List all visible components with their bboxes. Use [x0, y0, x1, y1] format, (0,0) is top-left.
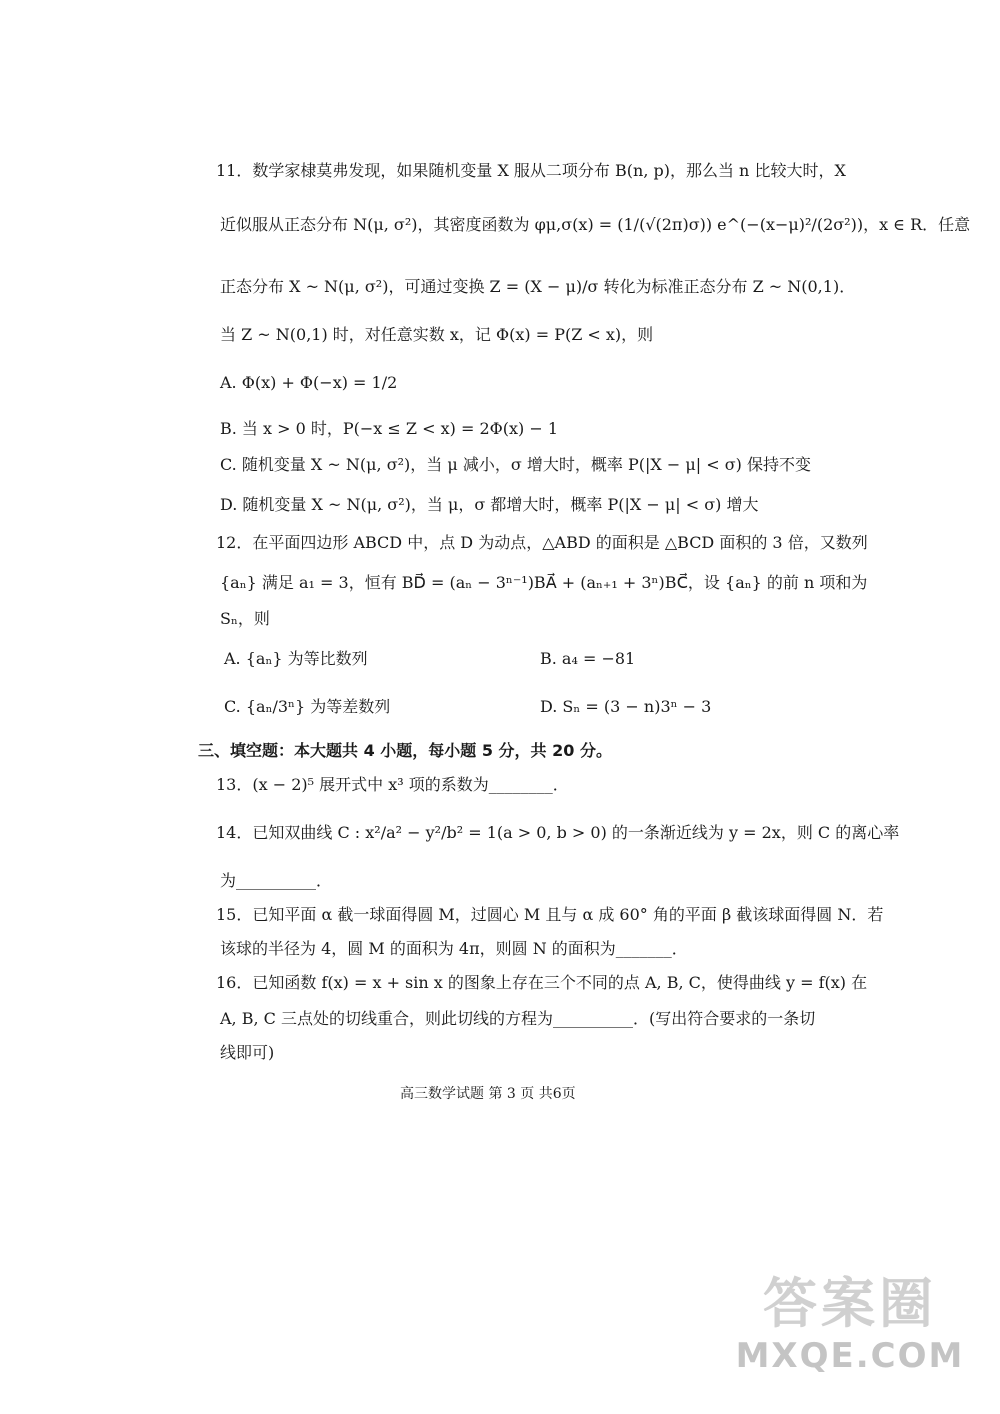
- q13-line: 13．(x − 2)⁵ 展开式中 x³ 项的系数为________．: [216, 775, 569, 794]
- q14-line-1: 14．已知双曲线 C : x²/a² − y²/b² = 1(a > 0, b > 0) 的一条渐近线为 y = 2x，则 C 的离心率: [216, 823, 900, 842]
- q12-option-a: A. {aₙ} 为等比数列: [224, 649, 368, 668]
- page-footer: 高三数学试题 第 3 页 共6页: [400, 1086, 576, 1102]
- q15-line-2: 该球的半径为 4，圆 M 的面积为 4π，则圆 N 的面积为_______．: [220, 939, 688, 958]
- q12-line-1: 12．在平面四边形 ABCD 中，点 D 为动点，△ABD 的面积是 △BCD 面积的 3 倍，又数列: [216, 533, 868, 552]
- q11-line-1: 11．数学家棣莫弗发现，如果随机变量 X 服从二项分布 B(n, p)，那么当 n 比较大时，X: [216, 161, 846, 180]
- q12-line-3: Sₙ，则: [220, 609, 270, 628]
- q12-option-d: D. Sₙ = (3 − n)3ⁿ − 3: [540, 697, 712, 716]
- q11-line-4: 当 Z ~ N(0,1) 时，对任意实数 x，记 Φ(x) = P(Z < x)，则: [220, 325, 654, 344]
- q12-option-c: C. {aₙ/3ⁿ} 为等差数列: [224, 697, 391, 716]
- q11-option-d: D. 随机变量 X ~ N(μ, σ²)，当 μ，σ 都增大时，概率 P(|X − μ| < σ) 增大: [220, 495, 759, 514]
- q16-line-2: A, B, C 三点处的切线重合，则此切线的方程为__________．(写出符合要求的一条切: [220, 1009, 816, 1028]
- q11-line-3: 正态分布 X ~ N(μ, σ²)，可通过变换 Z = (X − μ)/σ 转化为标准正态分布 Z ~ N(0,1)．: [220, 277, 856, 296]
- q14-line-2: 为__________．: [220, 871, 333, 890]
- q11-option-b: B. 当 x > 0 时，P(−x ≤ Z < x) = 2Φ(x) − 1: [220, 419, 559, 438]
- q12-option-b: B. a₄ = −81: [540, 649, 636, 668]
- q11-line-2: 近似服从正态分布 N(μ, σ²)，其密度函数为 φμ,σ(x) = (1/(√(2π)σ)) e^(−(x−μ)²/(2σ²))，x ∈ R．任意: [220, 215, 971, 234]
- section-3-heading: 三、填空题：本大题共 4 小题，每小题 5 分，共 20 分。: [198, 741, 612, 760]
- q16-line-1: 16．已知函数 f(x) = x + sin x 的图象上存在三个不同的点 A, B, C，使得曲线 y = f(x) 在: [216, 973, 868, 992]
- q15-line-1: 15．已知平面 α 截一球面得圆 M，过圆心 M 且与 α 成 60° 角的平面 β 截该球面得圆 N．若: [216, 905, 884, 924]
- q12-line-2: {aₙ} 满足 a₁ = 3，恒有 BD⃗ = (aₙ − 3ⁿ⁻¹)BA⃗ + (aₙ₊₁ + 3ⁿ)BC⃗，设 {aₙ} 的前 n 项和为: [220, 573, 868, 592]
- watermark-en: MXQE.COM: [735, 1336, 965, 1376]
- q11-option-a: A. Φ(x) + Φ(−x) = 1/2: [220, 373, 398, 392]
- watermark-cn: 答案圈: [763, 1272, 937, 1335]
- watermark-logo: [730, 1272, 970, 1392]
- q16-line-3: 线即可): [220, 1043, 275, 1062]
- q11-option-c: C. 随机变量 X ~ N(μ, σ²)，当 μ 减小，σ 增大时，概率 P(|X − μ| < σ) 保持不变: [220, 455, 811, 474]
